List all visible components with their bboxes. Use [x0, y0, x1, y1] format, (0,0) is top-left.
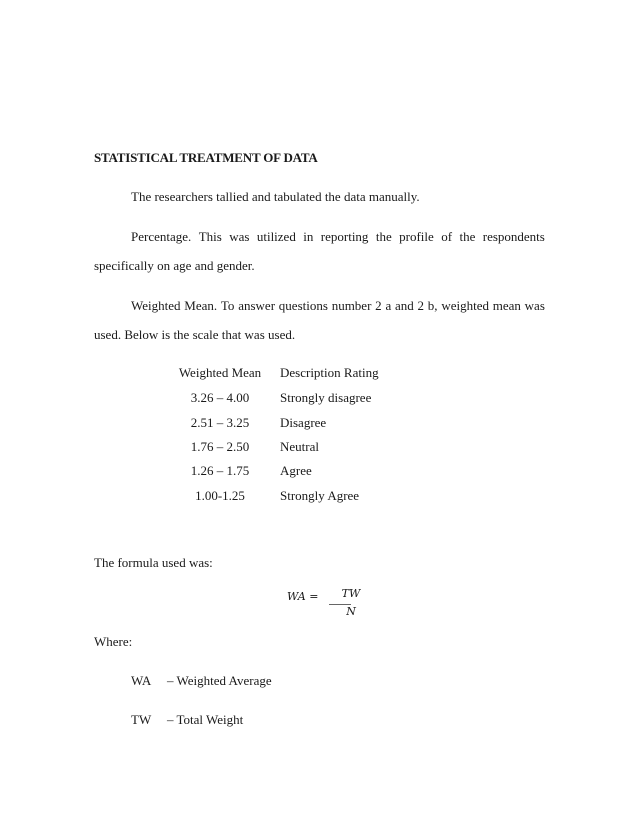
justified-word: Mean. — [184, 298, 218, 313]
justified-word: was — [524, 298, 545, 313]
justified-word: b, — [427, 298, 438, 313]
percentage-paragraph-line2: specifically on age and gender. — [94, 258, 255, 273]
weighted-average-formula — [287, 587, 361, 618]
justified-word: utilized — [256, 229, 296, 244]
table-row — [160, 488, 460, 506]
weighted-mean-range: 1.26 – 1.75 — [190, 463, 250, 478]
justified-word: a — [385, 298, 392, 313]
definition-symbol: TW — [131, 712, 152, 727]
justified-word: respondents — [482, 229, 545, 244]
justified-word: weighted — [441, 298, 489, 313]
definition-symbol: WA — [131, 673, 152, 688]
description-rating: Disagree — [280, 415, 327, 430]
description-rating: Strongly disagree — [280, 390, 372, 405]
justified-word: reporting — [320, 229, 369, 244]
section-heading: STATISTICAL TREATMENT OF DATA — [94, 150, 318, 165]
weighted-mean-paragraph-line1 — [131, 298, 545, 314]
justified-word: Weighted — [131, 298, 181, 313]
weighted-mean-range: 3.26 – 4.00 — [190, 390, 250, 405]
formula-intro: The formula used was: — [94, 555, 213, 570]
weighted-mean-range: 1.76 – 2.50 — [190, 439, 250, 454]
justified-word: 2 — [375, 298, 382, 313]
justified-word: the — [459, 229, 476, 244]
justified-word: in — [303, 229, 314, 244]
weighted-mean-range: 1.00-1.25 — [195, 488, 245, 503]
justified-word: answer — [238, 298, 276, 313]
description-rating: Neutral — [280, 439, 319, 454]
definition-meaning: – Total Weight — [167, 712, 244, 727]
scale-table-header — [160, 365, 460, 383]
formula-lhs: WA = — [287, 590, 319, 603]
table-row — [160, 390, 460, 408]
table-row — [160, 415, 460, 433]
where-label: Where: — [94, 634, 133, 649]
justified-word: was — [229, 229, 250, 244]
justified-word: number — [331, 298, 372, 313]
description-rating: Agree — [280, 463, 312, 478]
justified-word: mean — [492, 298, 521, 313]
weighted-mean-paragraph-line2: used. Below is the scale that was used. — [94, 327, 296, 342]
weighted-mean-range: 2.51 – 3.25 — [190, 415, 250, 430]
formula-denominator: N — [346, 605, 356, 618]
definition-meaning: – Weighted Average — [167, 673, 272, 688]
justified-word: To — [220, 298, 235, 313]
description-rating: Strongly Agree — [280, 488, 360, 503]
justified-word: 2 — [417, 298, 425, 313]
formula-numerator: TW — [341, 587, 361, 600]
column-header-weighted-mean: Weighted Mean — [178, 365, 262, 380]
justified-word: the — [375, 229, 392, 244]
column-header-description-rating: Description Rating — [280, 365, 379, 380]
justified-word: questions — [278, 298, 328, 313]
justified-word: of — [441, 229, 453, 244]
percentage-paragraph-line1 — [131, 229, 545, 245]
justified-word: and — [394, 298, 414, 313]
table-row — [160, 463, 460, 481]
justified-word: profile — [399, 229, 434, 244]
paragraph-tallied: The researchers tallied and tabulated the data manually. — [131, 189, 420, 204]
justified-word: Percentage. — [131, 229, 192, 244]
justified-word: This — [198, 229, 222, 244]
table-row — [160, 439, 460, 457]
